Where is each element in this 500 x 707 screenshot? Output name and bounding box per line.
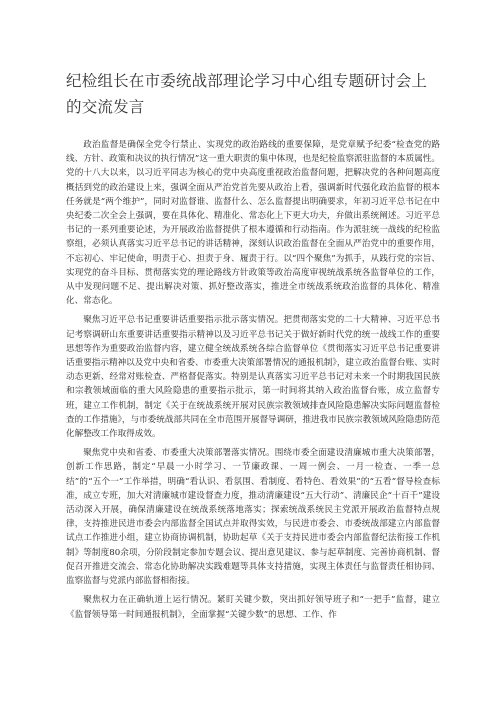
document-title: 纪检组长在市委统战部理论学习中心组专题研讨会上的交流发言 xyxy=(66,72,428,116)
paragraph: 聚焦党中央和省委、市委重大决策部署落实情况。围绕市委全面建设清廉城市重大决策部署，创新工作思路，制定“早晨一小时学习、一节廉政课、一周一例会、一月一检查、一季一总结”的“五个一”工作举措，明确“看认识、看氛围、看制度、看特色、看效果”的“五看”督导检查标准，成立专班，加大对清廉城市建设督查力度，推动清廉建设“五大行动”、清廉民企“十百千”建设活动深入开展，确保清廉建设在统战系统落地落实；探索统战系统民主党派开展政治监督特点规律，支持推进民进市委会内部监督全国试点并取得实效，与民进市委会、市委统战部建立内部监督试点工作推进小组，建立协商协调机制，协助起草《关于支持民进市委会内部监督纪法衔接工作机制》等制度80余项，分阶段制定参加专题会议、提出意见建议、参与起草制度、完善协商机制、督促召开推进交流会、常态化协助解决实践难题等具体支持措施，实现主体责任与监督责任相协同、监察监督与党派内部监督相衔接。 xyxy=(66,448,440,587)
paragraph: 政治监督是确保全党令行禁止、实现党的政治路线的重要保障，是党章赋予纪委“检查党的路线、方针、政策和决议的执行情况”这一重大职责的集中体现，也是纪检监察派驻监督的本质属性。党的十八大以来，以习近平同志为核心的党中央高度重视政治监督问题，把解决党的各种问题高度概括到党的政治建设上来，强调全面从严治党首先要从政治上看，强调新时代强化政治监督的根本任务就是“两个维护”，同时对监督谁、监督什么、怎么监督提出明确要求，年初习近平总书记在中央纪委二次全会上强调，要在具体化、精准化、常态化上下更大功夫，弁做出系统阐述。习近平总书记的一系列重要论述，为开展政治监督提供了根本遵循和行动指南。作为派驻统一战线的纪检监察组，必须认真落实习近平总书记的讲话精神，深刻认识政治监督在全面从严治党中的重要作用，不忘初心、牢记使命，明责于心、担责于身、履责于行。以“四个聚焦”为抓手，从践行党的宗旨、实现党的奋斗目标、贯彻落实党的理论路线方针政策等政治高度审视统战系统各监督单位的工作，从中发现问题不足、提出解决对策、抓好整改落实，推进全市统战系统政治监督的具体化、精准化、常态化。 xyxy=(66,140,440,307)
document-body xyxy=(66,138,440,622)
paragraph: 聚焦权力在正确轨道上运行情况。紧盯关键少数，突出抓好领导班子和“一把手”监督，建立《监督领导第一时间通报机制》，全面掌握“关键少数”的思想、工作、作 xyxy=(66,595,440,620)
paragraph: 聚焦习近平总书记重要讲话重要指示批示落实情况。把贯彻落实党的二十大精神、习近平总书记考察调研山东重要讲话重要指示精神以及习近平总书记关于做好新时代党的统一战线工作的重要思想等作为重要政治监督内容，建立健全统战系统各综合监督单位《贯彻落实习近平总书记重要讲话重要指示精神以及党中央和省委、市委重大决策部署情况的通报机制》，建立政治监督台账、实时动态更新、经常对账检查、严格督促落实。特别是认真落实习近平总书记对未来一个时期我国民族和宗教领域面临的重大风险隐患的重要指示批示，第一时间将其纳入政治监督台账，成立监督专班，建立工作机制，制定《关于在统战系统开展对民族宗教领域排查风险隐患解决实际问题监督检查的工作措施》，与市委统战部共同在全市范围开展督导调研，推进我市民族宗教领域风险隐患防范化解整改工作取得成效。 xyxy=(66,315,440,440)
